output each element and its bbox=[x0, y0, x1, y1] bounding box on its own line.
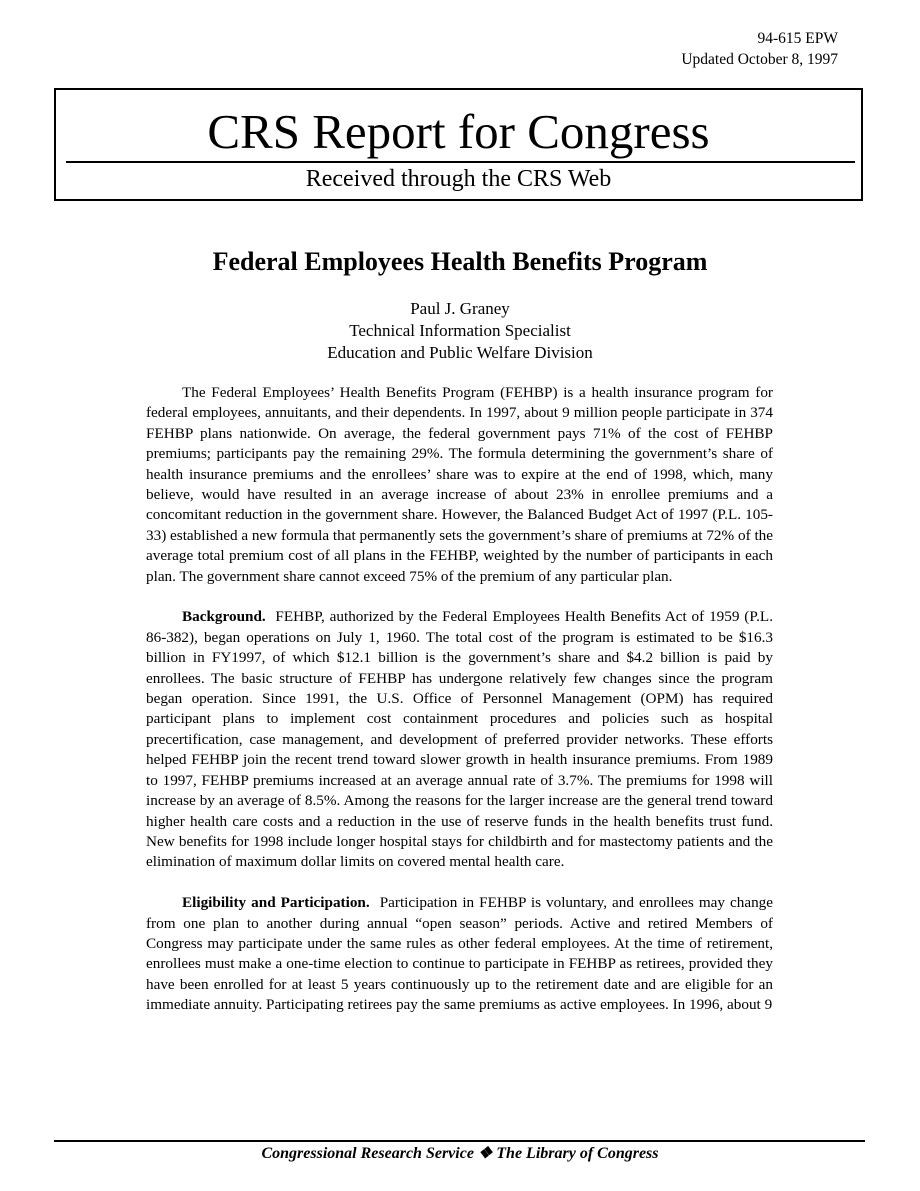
banner-title: CRS Report for Congress bbox=[207, 104, 710, 159]
paragraph-text: Participation in FEHBP is voluntary, and enrollees may change from one plan to another during annual “open season” periods. Active and retired Members of Congress may participate under the same rules as other federal employees. At the time of retirement, enrollees must make a one-time election to continue to participate in FEHBP as retirees, provided they have been enrolled for at least 5 years continuously up to the retirement date and are eligible for an immediate annuity. Participating retirees pay the same premiums as active employees. In 1996, about 9 bbox=[146, 894, 773, 1014]
footer-left: Congressional Research Service bbox=[261, 1145, 474, 1162]
document-body bbox=[146, 383, 773, 1036]
paragraph-heading: Background. bbox=[182, 608, 266, 626]
report-reference bbox=[681, 28, 838, 70]
banner-subtitle: Received through the CRS Web bbox=[305, 166, 612, 192]
author-block bbox=[0, 298, 920, 364]
paragraph-heading: Eligibility and Participation. bbox=[182, 894, 370, 912]
banner-rule bbox=[66, 161, 855, 163]
footer-right: The Library of Congress bbox=[496, 1145, 659, 1162]
paragraph-text: FEHBP, authorized by the Federal Employees Health Benefits Act of 1959 (P.L. 86-382), began operations on July 1, 1960. The total cost of the program is estimated to be $16.3 billion in FY1997, of which $12.1 billion is the government’s share and $4.2 billion is paid by enrollees. The basic structure of FEHBP has undergone relatively few changes since the program began operation. Since 1991, the U.S. Office of Personnel Management (OPM) has required participant plans to implement cost containment procedures and policies such as hospital precertification, case management, and development of preferred provider networks. These efforts helped FEHBP join the recent trend toward slower growth in health insurance premiums. From 1989 to 1997, FEHBP premiums increased at an average annual rate of 3.7%. The premiums for 1998 will increase by an average of 8.5%. Among the reasons for the larger increase are the general trend toward higher health care costs and a reduction in the use of reserve funds in the health benefits trust fund. New benefits for 1998 include longer hospital stays for childbirth and for mastectomy patients and the elimination of maximum dollar limits on covered mental health care. bbox=[146, 608, 773, 871]
report-number: 94-615 EPW bbox=[757, 30, 838, 47]
paragraph-text: The Federal Employees’ Health Benefits Program (FEHBP) is a health insurance program for federal employees, annuitants, and their dependents. In 1997, about 9 million people participate in 374 FEHBP plans nationwide. On average, the federal government pays 71% of the cost of FEHBP premiums; participants pay the remaining 29%. The formula determining the government’s share of health insurance premiums and the enrollees’ share was to expire at the end of 1998, which, many believe, would have resulted in an average increase of about 23% in enrollee premiums and a concomitant reduction in the government share. However, the Balanced Budget Act of 1997 (P.L. 105-33) established a new formula that permanently sets the government’s share of premiums at 72% of the average total premium cost of all plans in the FEHBP, weighted by the number of participants in each plan. The government share cannot exceed 75% of the premium of any particular plan. bbox=[146, 384, 773, 585]
author-position: Technical Information Specialist bbox=[349, 321, 571, 340]
report-banner bbox=[54, 88, 863, 201]
author-division: Education and Public Welfare Division bbox=[327, 343, 593, 362]
paragraph-summary bbox=[146, 383, 773, 587]
paragraph-eligibility bbox=[146, 893, 773, 1015]
footer-rule bbox=[54, 1140, 865, 1142]
author-name: Paul J. Graney bbox=[410, 299, 510, 318]
updated-date: Updated October 8, 1997 bbox=[681, 51, 838, 68]
document-title: Federal Employees Health Benefits Program bbox=[212, 247, 708, 276]
footer-separator-icon: ❖ bbox=[477, 1145, 493, 1162]
paragraph-background bbox=[146, 607, 773, 872]
page-footer bbox=[0, 1144, 920, 1164]
